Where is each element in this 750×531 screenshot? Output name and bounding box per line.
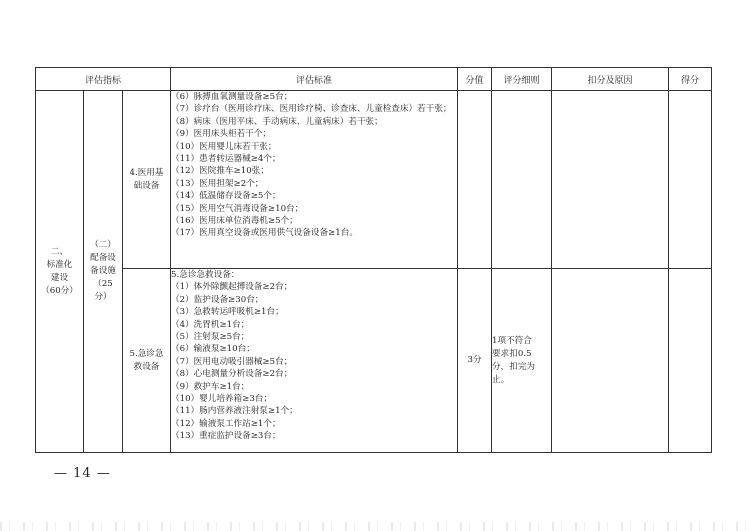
- list-item: （9）救护车≥1台；: [171, 381, 250, 392]
- header-deduction: 扣分及原因: [552, 68, 669, 91]
- section4-deduction-cell: [552, 91, 669, 269]
- level1-line: 标准化: [46, 259, 73, 270]
- header-indicator: 评估指标: [36, 68, 171, 91]
- list-item: （12）医院推车≥10张；: [171, 166, 269, 177]
- section4-standard-cell: [171, 91, 458, 269]
- list-item: （9）医用床头柜若干个；: [171, 129, 272, 140]
- list-item: （1）体外除颤起搏设备≥2台；: [171, 282, 293, 293]
- list-item: （15）医用空气消毒设备≥10台；: [171, 203, 304, 214]
- header-standard: 评估标准: [171, 68, 458, 91]
- list-item: （2）监护设备≥30台；: [171, 294, 264, 305]
- scan-artifact-strip: [0, 522, 750, 531]
- list-item: （12）输液泵工作站≥1个；: [171, 418, 281, 429]
- rule-line: 止。: [492, 374, 510, 385]
- section5-deduction-cell: [552, 269, 669, 453]
- level2-line: （25: [93, 279, 113, 289]
- list-item: （5）注射泵≥5台；: [171, 332, 250, 343]
- section5-detail-cell: [492, 269, 552, 453]
- list-item: （13）医用担架≥2个；: [171, 178, 264, 189]
- header-detail: 评分细则: [492, 68, 552, 91]
- section4-title: 4.医用基: [129, 167, 164, 178]
- header-points: 得分: [669, 68, 712, 91]
- table-row-section4: [36, 91, 712, 269]
- list-item: （8）病床（医用平床、手动病床、儿童病床）若干张；: [171, 116, 383, 127]
- rule-line: 要求扣0.5: [492, 348, 532, 359]
- level2-line: 分）: [94, 292, 112, 302]
- rule-line: 1项不符合: [492, 335, 532, 346]
- page-number: — 14 —: [54, 466, 111, 481]
- header-score: 分值: [458, 68, 492, 91]
- list-item: 5.急诊急救设备：: [171, 270, 240, 280]
- section5-title: 救设备: [133, 361, 160, 372]
- level2-line: （二）: [90, 240, 116, 250]
- level2-line: 配备设: [90, 253, 116, 263]
- section5-title: 5.急诊急: [129, 348, 164, 359]
- level1-line: 二、: [50, 246, 69, 257]
- section4-detail-cell: [492, 91, 552, 269]
- section5-standard-cell: [171, 269, 458, 453]
- list-item: （11）患者转运器械≥4个；: [171, 154, 281, 165]
- section4-score-cell: [458, 91, 492, 269]
- list-item: （16）医用床单位消毒机≥5个；: [171, 216, 298, 227]
- section5-title-cell: [123, 269, 171, 453]
- section4-points-cell: [669, 91, 712, 269]
- list-item: （17）医用真空设备或医用供气设备设备≥1台。: [171, 228, 358, 239]
- list-item: （4）洗胃机≥1台；: [171, 319, 250, 330]
- level1-cell: [36, 91, 84, 453]
- list-item: （7）诊疗台（医用诊疗床、医用诊疗椅、诊查床、儿童检查床）若干张；: [171, 104, 452, 115]
- list-item: （10）婴儿培养箱≥3台；: [171, 394, 272, 405]
- level2-line: 备设施: [90, 266, 116, 276]
- list-item: （6）输液泵≥10台；: [171, 344, 255, 355]
- section4-title-cell: [123, 91, 171, 269]
- section4-title: 础设备: [133, 180, 160, 191]
- rule-line: 分，扣完为: [492, 361, 536, 372]
- list-item: （14）低温储存设备≥5个；: [171, 191, 281, 202]
- list-item: （6）脉搏血氧测量设备≥5台；: [171, 92, 293, 102]
- evaluation-table: [35, 67, 712, 453]
- level1-line: （60分）: [41, 285, 78, 296]
- section5-points-cell: [669, 269, 712, 453]
- list-item: （10）医用婴儿床若干张；: [171, 141, 277, 152]
- list-item: （8）心电测量分析设备≥2台；: [171, 369, 293, 380]
- list-item: （3）急救转运呼吸机≥1台；: [171, 307, 284, 318]
- level2-cell: [84, 91, 123, 453]
- list-item: （13）重症监护设备≥3台；: [171, 431, 281, 442]
- list-item: （11）肠内营养液注射泵≥1个；: [171, 406, 298, 417]
- section5-score-cell: 3分: [458, 269, 492, 453]
- table-row-section5: [36, 269, 712, 453]
- level1-line: 建设: [50, 272, 69, 283]
- list-item: （7）医用电动吸引器械≥5台；: [171, 356, 293, 367]
- header-row: [36, 68, 712, 91]
